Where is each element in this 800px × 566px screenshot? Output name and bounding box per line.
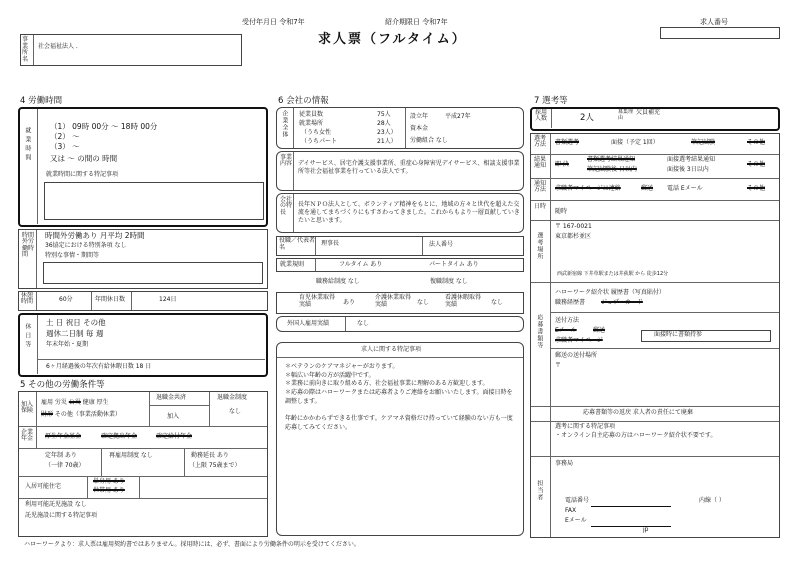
rules-part: パートタイム あり: [429, 261, 479, 268]
housing-single: 単身用 あり: [93, 478, 125, 485]
representative-box: [276, 236, 524, 256]
employer-name: 社会福祉法人 .: [38, 43, 78, 50]
retire-mutual-value: 加入: [167, 413, 180, 420]
employees-box: [276, 107, 524, 149]
special-circ: 特別な事情・期間等: [45, 252, 100, 259]
insurance-label: 加入保険: [21, 401, 34, 415]
special-title: 求人に関する特記事項: [361, 346, 422, 353]
hires-value: 2人: [580, 113, 594, 123]
business-text: デイサービス、居宅介護支援事業所、重症心身障害児デイサービス、相談支援事業所等社会福祉事業を行っている法人です。: [298, 160, 520, 175]
date-label: 日時: [534, 203, 547, 210]
send-mypage: 求職者マイページ: [555, 337, 603, 344]
overtime-box: [18, 229, 268, 289]
sec4-title: 4 労働時間: [20, 96, 63, 106]
shift-note-box: [44, 182, 264, 220]
page-title: 求人票（フルタイム）: [318, 32, 467, 47]
referral-deadline: 紹介期限日 令和7年: [385, 18, 448, 26]
shift-3: （3） 〜: [50, 142, 80, 151]
date-value: 随時: [555, 208, 568, 215]
emp-site-val: 28人: [377, 120, 391, 127]
features-box: [276, 193, 524, 233]
retire-age: 定年制 あり: [45, 452, 77, 459]
selection-note-title: 選考に関する特記事項: [555, 423, 616, 430]
ins-a: 雇用 労災: [41, 399, 69, 406]
send-interview-box: [641, 330, 771, 342]
place-station: 西武新宿線 下井草駅または井荻駅 から 徒歩12分: [557, 271, 669, 277]
phone-label: 電話番号: [565, 497, 590, 504]
mail-address-label: 郵送の送付場所: [555, 352, 598, 359]
capital-label: 資本金: [410, 125, 429, 132]
employees-label: 企業全体: [280, 110, 288, 138]
notice-docs: 書類選考結果通知: [587, 156, 636, 163]
ins-strike-1: 公災: [68, 399, 81, 406]
method-interview: 面接（予定 1回）: [611, 139, 659, 146]
sec7-title: 7 選考等: [534, 96, 568, 106]
selection-box: [530, 133, 780, 538]
special-lines: [285, 363, 517, 433]
housing-label: 入居可能住宅: [25, 483, 62, 490]
office-label: 事務局: [555, 460, 574, 467]
rules-label: 就業規則: [280, 261, 305, 268]
rehab-system: 復職制度 なし: [430, 278, 468, 285]
return-docs: 応募書類等の返戻 求人者の責任にて廃棄: [583, 409, 693, 416]
notice-days: 面接後 3日以内: [667, 166, 709, 173]
hires-label: 採用人数: [535, 109, 548, 123]
housing-family: 世帯用 あり: [93, 487, 125, 494]
email-tail: jp: [643, 526, 649, 533]
ext-label: 内線（ ）: [699, 497, 725, 504]
received-date: 受付年月日 令和7年: [242, 18, 305, 26]
special-line: ＊応募の際はハローワークまたは応募者よりご連絡をお願いいたします。面接日時を調整します。: [285, 389, 513, 405]
shift-label: 就業時間: [23, 127, 31, 163]
childcare: 利用可能託児施設 なし: [25, 501, 87, 508]
rules-box: [276, 258, 524, 272]
founded-label: 設立年: [410, 113, 429, 120]
mail-zip: 〒: [555, 362, 562, 369]
send-email: Eメール: [555, 327, 577, 334]
ins-strike-2: 財形: [41, 411, 54, 418]
extension: 勤務延長 あり: [191, 452, 229, 459]
leave1-label: 育児休業取得実績: [299, 294, 336, 308]
notice-other: その他: [747, 161, 766, 168]
retire-system-label: 退職金制度: [217, 394, 248, 401]
notify-phone: 電話 Eメール: [667, 185, 703, 192]
special-notes-box: [276, 342, 524, 536]
emp-female: （うち女性: [301, 129, 332, 136]
send-method: 送付方法: [555, 317, 580, 324]
extension-val: （上限 75歳まで）: [189, 462, 241, 469]
special-line: 年齢にかかわらずできる仕事です。ケアマネ資格だけ持っていて経験のない方も一度応募してみてください。: [285, 415, 513, 432]
ins-c: その他（事業活動休業）: [53, 411, 121, 418]
sec6-title: 6 会社の情報: [278, 96, 329, 106]
docs-jobcard: ジョブ・カード: [601, 299, 643, 306]
annual-days-label: 年間休日数: [95, 296, 126, 303]
holidays: 土 日 祝日 その他: [46, 318, 106, 327]
contact-label: 担当者: [535, 480, 543, 501]
send-interview: 面接時に書類持参: [654, 331, 703, 338]
business-box: [276, 151, 524, 191]
foreign-box: [276, 316, 524, 332]
notify-post: 郵送: [641, 185, 654, 192]
childcare-note: 託児施設に関する特記事項: [25, 512, 98, 519]
shift-1: （1） 09時 00分 〜 18時 00分: [50, 122, 158, 131]
wage-system: 職務給制度 なし: [316, 278, 360, 285]
special-line: ＊業務に前向きに取り組める方、社会福祉事業に理解のある方歓迎します。: [285, 380, 489, 388]
retire-mutual-label: 退職金共済: [156, 394, 187, 401]
rehire: 再雇用制度 なし: [109, 452, 153, 459]
special-line: ＊ベテランのケアマネジャーがおります。: [285, 363, 399, 370]
footer-note: ハローワークより：求人票は雇用契約書ではありません。採用時には、必ず、書面により労働条件の明示を受けてください。: [24, 541, 360, 548]
shift-note-label: 就業時間に関する特記事項: [46, 171, 119, 178]
fax-label: FAX: [565, 507, 577, 514]
notice-interview: 面接選考結果通知: [667, 156, 716, 163]
pension-b: 確定拠出年金: [101, 433, 138, 440]
weekly-days-off: 週休二日制 毎 週: [46, 329, 104, 338]
send-post: 郵送: [593, 327, 606, 334]
place-zip: 〒 167-0021: [555, 223, 592, 230]
notify-label: 通知方法: [534, 180, 547, 194]
leave3-val: なし: [491, 299, 504, 306]
leave1-val: あり: [343, 299, 356, 306]
founded-value: 平成27年: [445, 113, 471, 120]
features-text: 長年ＮＰＯ法人として、ボランティア精神をもとに、地域の方々と世代を超えた交流を通してまちづくりにもすさわってきました。これからもより一層貢献していきたいと思います。: [298, 201, 520, 224]
shift-2: （2） 〜: [50, 132, 80, 141]
foreign-val: なし: [357, 320, 370, 327]
special-line: ＊幅広い年齢の方が活躍中です。: [285, 371, 375, 379]
notice-written: 筆記試験後 日以内: [587, 166, 637, 173]
paid-leave: 6ヶ月経過後の年次有給休暇日数 18 日: [46, 363, 152, 370]
sec5-title: 5 その他の労働条件等: [20, 380, 105, 390]
notice-label: 結果通知: [534, 156, 547, 170]
email-label: Eメール: [565, 517, 587, 524]
break-box: [18, 291, 268, 311]
shift-or-between: 又は 〜 の間の 時間: [50, 154, 118, 163]
rules-full: フルタイム あり: [339, 261, 383, 268]
rep-title: 理事長: [321, 240, 340, 247]
method-other: その他: [747, 139, 766, 146]
selection-note-text: ・オンライン自主応募の方はハローワーク紹介状不要です。: [555, 432, 717, 439]
holiday-label: 休日等: [23, 323, 31, 350]
place-city: 東京都杉並区: [555, 233, 592, 240]
notify-mypage: 求職者マイページに連絡: [555, 185, 621, 192]
employer-box: [20, 34, 242, 66]
features-label: 会社の特長: [280, 196, 293, 216]
union-label: 労働組合 なし: [410, 137, 448, 144]
leave2-val: なし: [417, 299, 430, 306]
emp-total: 従業員数: [299, 111, 324, 118]
business-label: 事業内容: [280, 154, 293, 168]
emp-total-val: 75人: [377, 111, 391, 118]
method-label: 選考方法: [534, 135, 547, 149]
insurance-line-2: [41, 412, 121, 419]
hires-box: [530, 107, 780, 131]
method-written: 筆記試験: [691, 139, 716, 146]
emp-part: （うちパート: [301, 138, 338, 145]
job-number-label: 求人番号: [700, 18, 728, 26]
pension-c: 確定給付年金: [156, 433, 193, 440]
corp-no-label: 法人番号: [429, 241, 454, 248]
job-number-box: [660, 27, 780, 39]
overtime-note-box: [43, 262, 263, 284]
retire-age-val: （一律 70歳）: [45, 462, 85, 469]
emp-site: 就業場所: [299, 120, 324, 127]
leave3-label: 看護休暇取得実績: [445, 294, 482, 308]
reason-value: 欠員補充: [636, 109, 661, 116]
emp-part-val: 21人）: [377, 138, 397, 145]
docs-hw-card: ハローワーク紹介状 履歴書（写真貼付）: [555, 289, 665, 296]
pension-a: 厚生年金基金: [45, 433, 82, 440]
foreign-label: 外国人雇用実績: [287, 320, 330, 327]
ins-b: 健康 厚生: [80, 399, 109, 406]
annual-days-value: 124日: [159, 296, 177, 303]
break-label: 休憩時間: [21, 292, 34, 306]
place-label: 選考場所: [535, 232, 543, 260]
reason-label: 募集理由: [618, 109, 634, 121]
leave-box: [276, 292, 524, 314]
overtime-avg: 時間外労働あり 月平均 2時間: [45, 231, 145, 240]
other-conditions-box: [18, 391, 268, 537]
docs-label: 応募書類等: [535, 314, 543, 349]
rep-label: 役職／代表者名: [279, 237, 316, 251]
notify-other: その他: [747, 185, 766, 192]
emp-female-val: 23人）: [377, 129, 397, 136]
newyear: 年末年始・夏期: [46, 341, 89, 348]
work-hours-box: [18, 107, 268, 227]
docs-resume: 職務経歴書: [555, 299, 586, 306]
overtime-label: 時間外労働時間: [22, 232, 35, 258]
method-docs: 書類選考: [555, 139, 580, 146]
art36: 36協定における特別条項 なし: [45, 242, 127, 249]
employer-label: 事業所名: [22, 36, 29, 63]
retire-system-value: なし: [229, 408, 242, 415]
notice-immediate: 即 決: [555, 161, 569, 168]
insurance-line-1: [41, 400, 109, 407]
break-value: 60分: [59, 296, 73, 303]
pension-label: 企業年金: [21, 429, 34, 443]
leave2-label: 介護休業取得実績: [375, 294, 412, 308]
holiday-box: [18, 313, 268, 377]
